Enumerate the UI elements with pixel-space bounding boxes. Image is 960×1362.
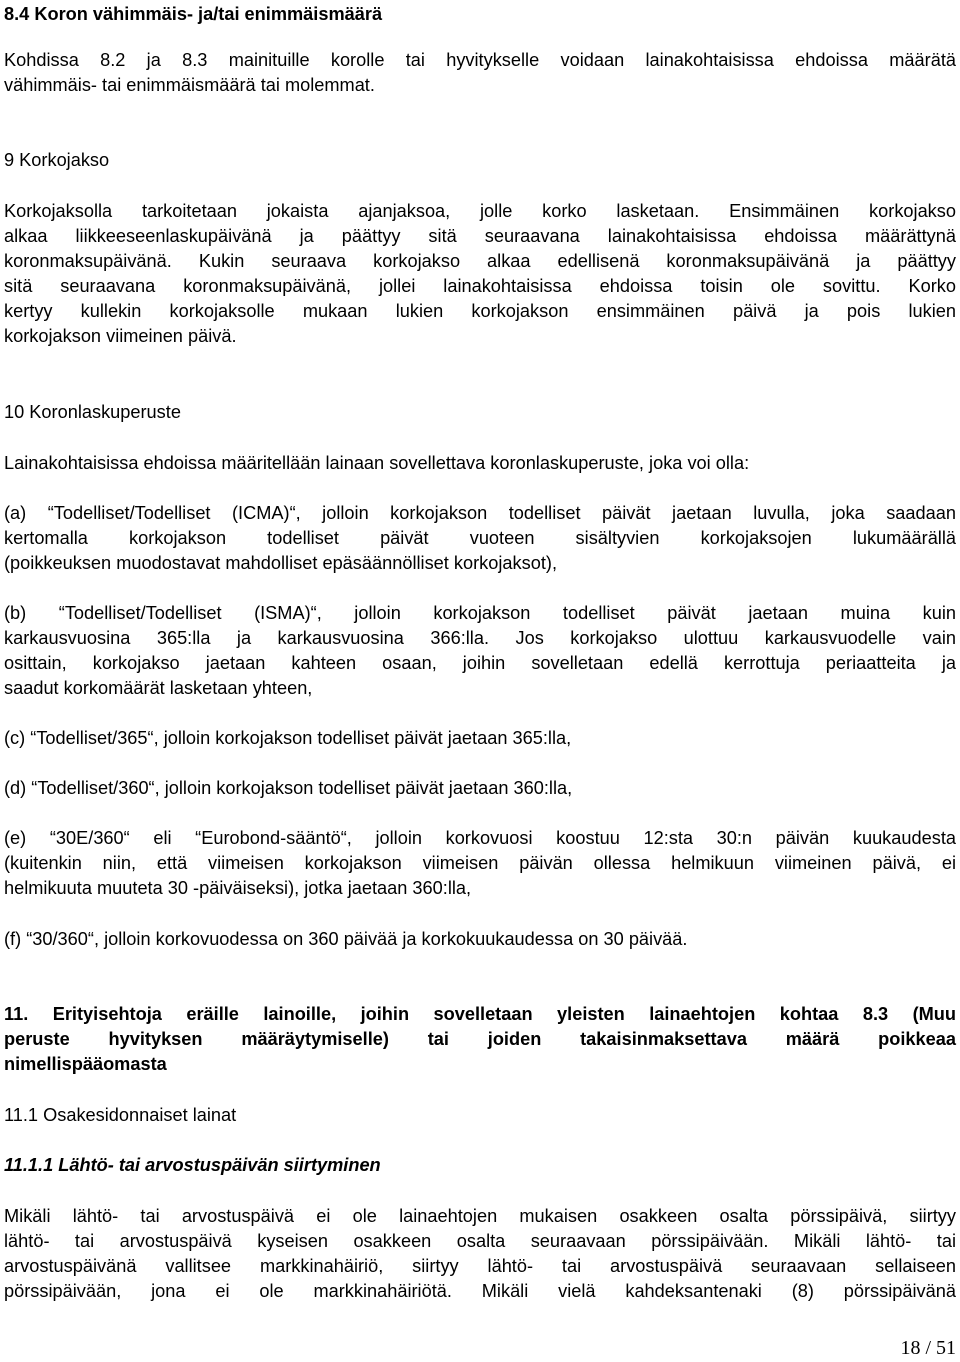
section-8-4-heading bbox=[4, 2, 956, 27]
paragraph-line: Kohdissa 8.2 ja 8.3 mainituille korolle tai hyvitykselle voidaan lainakohtaisissa ehdoissa määrätä bbox=[4, 50, 956, 70]
paragraph-line: kertyy kullekin korkojaksolle mukaan lukien korkojakson ensimmäinen päivä ja pois lukien bbox=[4, 301, 956, 321]
paragraph-line: karkausvuosina 365:lla ja karkausvuosina 366:lla. Jos korkojakso ulottuu karkausvuodelle vain bbox=[4, 628, 956, 648]
paragraph-line: korkojakson viimeinen päivä. bbox=[4, 326, 237, 346]
paragraph-line: vähimmäis- tai enimmäismäärä tai molemmat. bbox=[4, 75, 375, 95]
section-8-4-paragraph bbox=[4, 48, 956, 98]
heading-text: 10 Koronlaskuperuste bbox=[4, 402, 181, 422]
paragraph-line: (d) “Todelliset/360“, jolloin korkojakson todelliset päivät jaetaan 360:lla, bbox=[4, 778, 573, 798]
paragraph-line: alkaa liikkeeseenlaskupäivänä ja päättyy sitä seuraavana lainakohtaisissa ehdoissa määrättynä bbox=[4, 226, 956, 246]
paragraph-line: Lainakohtaisissa ehdoissa määritellään lainaan sovellettava koronlaskuperuste, joka voi olla: bbox=[4, 453, 750, 473]
paragraph-line: koronmaksupäivänä. Kukin seuraava korkojakso alkaa edellisenä koronmaksupäivänä ja päättyy bbox=[4, 251, 956, 271]
list-item-f bbox=[4, 927, 956, 952]
paragraph-line: helmikuuta muuteta 30 -päiväiseksi), jotka jaetaan 360:lla, bbox=[4, 878, 472, 898]
paragraph-line: kertomalla korkojakson todelliset päivät vuoteen sisältyvien korkojaksojen lukumäärällä bbox=[4, 528, 956, 548]
heading-line: 11. Erityisehtoja eräille lainoille, joihin sovelletaan yleisten lainaehtojen kohtaa 8.3 (Muu bbox=[4, 1004, 956, 1024]
heading-line: peruste hyvityksen määräytymiselle) tai joiden takaisinmaksettava määrä poikkeaa bbox=[4, 1029, 956, 1049]
paragraph-line: (kuitenkin niin, että viimeisen korkojakson viimeisen päivän ollessa helmikuun viimeinen päivä, ei bbox=[4, 853, 956, 873]
paragraph-line: (b) “Todelliset/Todelliset (ISMA)“, jolloin korkojakson todelliset päivät jaetaan muina kuin bbox=[4, 603, 956, 623]
list-item-e bbox=[4, 826, 956, 901]
list-item-d bbox=[4, 776, 956, 801]
paragraph-line: (c) “Todelliset/365“, jolloin korkojakson todelliset päivät jaetaan 365:lla, bbox=[4, 728, 572, 748]
paragraph-line: (e) “30E/360“ eli “Eurobond-sääntö“, jolloin korkovuosi koostuu 12:sta 30:n päivän kuukaudesta bbox=[4, 828, 956, 848]
heading-text: 11.1.1 Lähtö- tai arvostuspäivän siirtyminen bbox=[4, 1155, 381, 1175]
paragraph-line: osittain, korkojakso jaetaan kahteen osaan, joihin sovelletaan edellä kerrottuja periaatteita ja bbox=[4, 653, 956, 673]
heading-text: 8.4 Koron vähimmäis- ja/tai enimmäismäärä bbox=[4, 4, 383, 24]
subsection-11-1-1-heading bbox=[4, 1153, 956, 1178]
list-item-b bbox=[4, 601, 956, 701]
paragraph-line: (a) “Todelliset/Todelliset (ICMA)“, jolloin korkojakson todelliset päivät jaetaan luvulla, joka saadaan bbox=[4, 503, 956, 523]
paragraph-line: arvostuspäivänä vallitsee markkinahäiriö, siirtyy lähtö- tai arvostuspäivä seuraavaan sellaiseen bbox=[4, 1256, 956, 1276]
section-11-paragraph bbox=[4, 1204, 956, 1304]
heading-text: 9 Korkojakso bbox=[4, 150, 110, 170]
paragraph-line: (f) “30/360“, jolloin korkovuodessa on 360 päivää ja korkokuukaudessa on 30 päivää. bbox=[4, 929, 688, 949]
paragraph-line: lähtö- tai arvostuspäivä kyseisen osakkeen osalta seuraavaan pörssipäivään. Mikäli lähtö- tai bbox=[4, 1231, 956, 1251]
section-9-heading bbox=[4, 148, 956, 173]
paragraph-line: (poikkeuksen muodostavat mahdolliset epäsäännölliset korkojaksot), bbox=[4, 553, 557, 573]
heading-line: nimellispääomasta bbox=[4, 1054, 167, 1074]
section-10-intro bbox=[4, 451, 956, 476]
paragraph-line: sitä seuraavana koronmaksupäivänä, jollei lainakohtaisissa ehdoissa toisin ole sovittu. Korko bbox=[4, 276, 956, 296]
paragraph-line: Korkojaksolla tarkoitetaan jokaista ajanjaksoa, jolle korko lasketaan. Ensimmäinen korkojakso bbox=[4, 201, 956, 221]
subsection-11-1-heading bbox=[4, 1103, 956, 1128]
list-item-c bbox=[4, 726, 956, 751]
paragraph-line: Mikäli lähtö- tai arvostuspäivä ei ole lainaehtojen mukaisen osakkeen osalta pörssipäivä, siirtyy bbox=[4, 1206, 956, 1226]
section-10-heading bbox=[4, 400, 956, 425]
paragraph-line: saadut korkomäärät lasketaan yhteen, bbox=[4, 678, 313, 698]
paragraph-line: pörssipäivään, jona ei ole markkinahäiriötä. Mikäli vielä kahdeksantenaki (8) pörssipäivänä bbox=[4, 1281, 956, 1301]
section-11-heading bbox=[4, 1002, 956, 1077]
section-9-paragraph bbox=[4, 199, 956, 349]
heading-text: 11.1 Osakesidonnaiset lainat bbox=[4, 1105, 237, 1125]
list-item-a bbox=[4, 501, 956, 576]
page-number: 18 / 51 bbox=[900, 1337, 956, 1359]
